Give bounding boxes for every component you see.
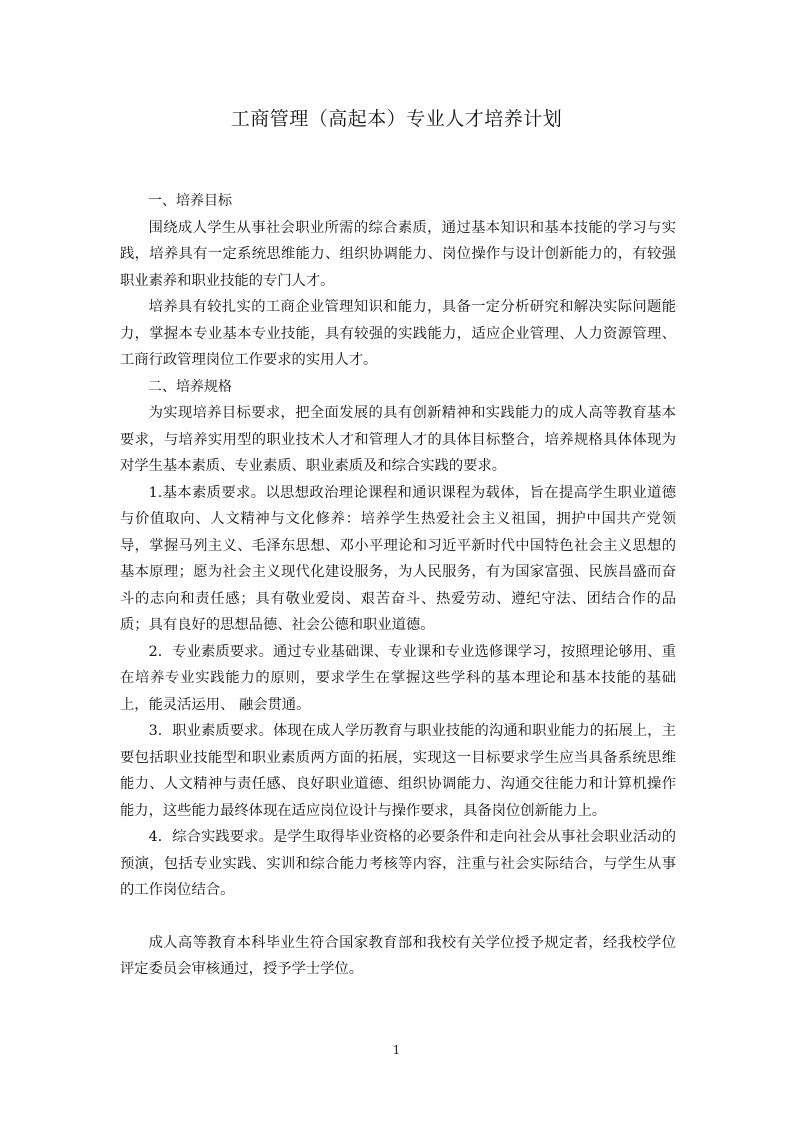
paragraph: 培养具有较扎实的工商企业管理知识和能力，具备一定分析研究和解决实际问题能力，掌握本专业基本专业技能，具有较强的实践能力，适应企业管理、人力资源管理、工商行政管理岗位工作要求的实用人才。 [120, 299, 676, 368]
blank-line [120, 904, 676, 930]
paragraph: 为实现培养目标要求，把全面发展的具有创新精神和实践能力的成人高等教育基本要求，与培养实用型的职业技术人才和管理人才的具体目标整合，培养规格具体体现为对学生基本素质、专业素质、职业素质及和综合实践的要求。 [120, 405, 676, 474]
closing-paragraph: 成人高等教育本科毕业生符合国家教育部和我校有关学位授予规定者，经我校学位评定委员会审核通过，授予学士学位。 [120, 934, 676, 977]
page-number: 1 [392, 1043, 401, 1057]
section-heading-training-goals: 一、培养目标 [148, 193, 232, 209]
paragraph: 围绕成人学生从事社会职业所需的综合素质，通过基本知识和基本技能的学习与实践，培养具有一定系统思维能力、组织协调能力、岗位操作与设计创新能力的，有较强职业素养和职业技能的专门人才。 [120, 219, 676, 289]
paragraph: 3．职业素质要求。体现在成人学历教育与职业技能的沟通和职业能力的拓展上，主要包括职业技能型和职业素质两方面的拓展，实现这一目标要求学生应当具备系统思维能力、人文精神与责任感、良好职业道德、组织协调能力、沟通交往能力和计算机操作能力，这些能力最终体现在适应岗位设计与操作要求，具备岗位创新能力上。 [120, 723, 676, 819]
section-heading-training-specs: 二、培养规格 [148, 378, 232, 395]
page-title: 工商管理（高起本）专业人才培养计划 [230, 108, 563, 130]
paragraph: 1.基本素质要求。以思想政治理论课程和通识课程为载体，旨在提高学生职业道德与价值取向、人文精神与文化修养：培养学生热爱社会主义祖国，拥护中国共产党领导，掌握马列主义、毛泽东思想、邓小平理论和习近平新时代中国特色社会主义思想的基本原理；愿为社会主义现代化建设服务，为人民服务，有为国家富强、民族昌盛而奋斗的志向和责任感；具有敬业爱岗、艰苦奋斗、热爱劳动、遵纪守法、团结合作的品质；具有良好的思想品德、社会公德和职业道德。 [120, 484, 676, 633]
paragraph: 4．综合实践要求。是学生取得毕业资格的必要条件和走向社会从事社会职业活动的预演，包括专业实践、实训和综合能力考核等内容，注重与社会实际结合，与学生从事的工作岗位结合。 [120, 829, 676, 898]
paragraph: 2．专业素质要求。通过专业基础课、专业课和专业选修课学习，按照理论够用、重在培养专业实践能力的原则，要求学生在掌握这些学科的基本理论和基本技能的基础上，能灵活运用、 融会贯通。 [120, 643, 676, 713]
document-body [120, 188, 676, 983]
